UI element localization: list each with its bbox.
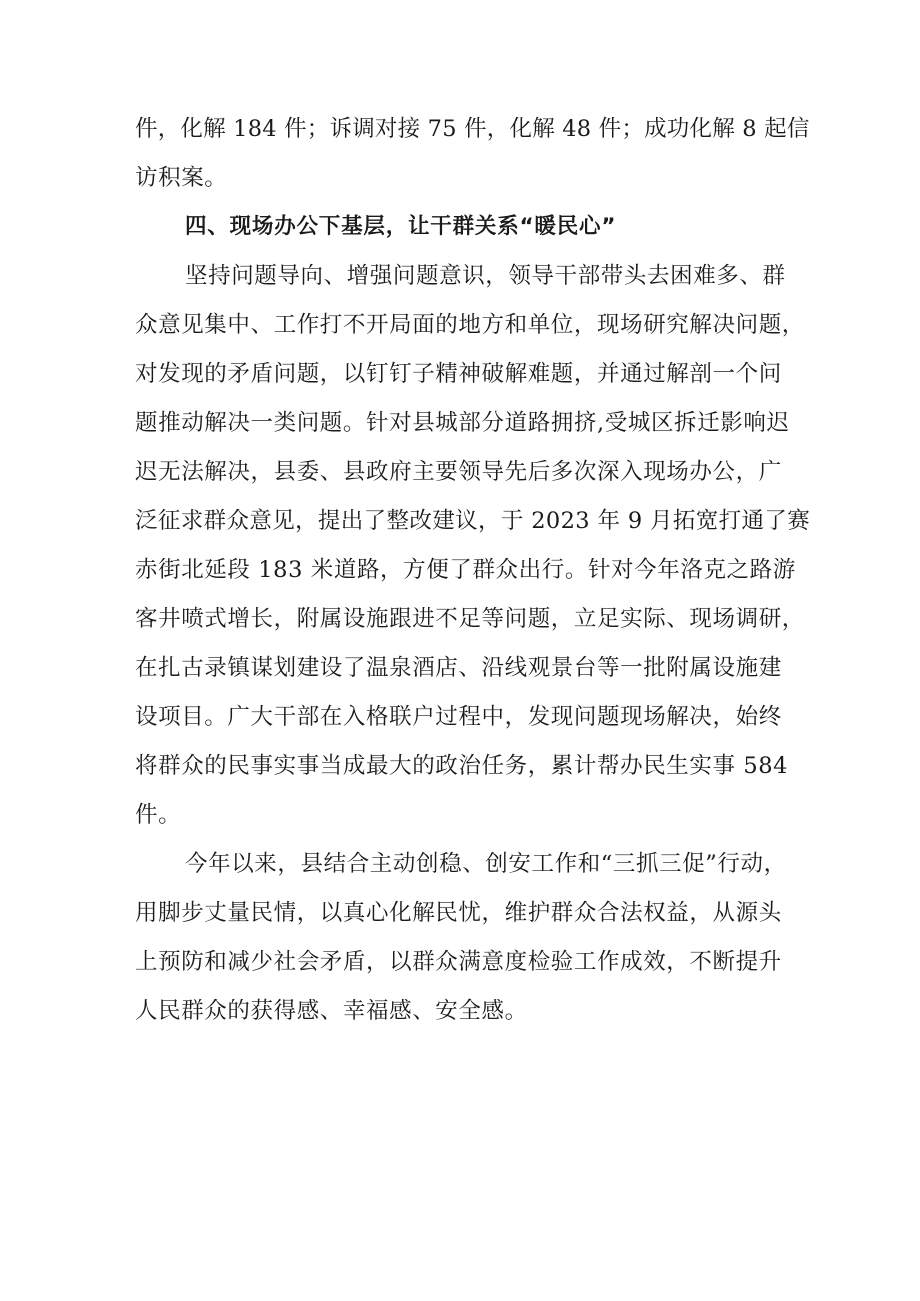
text-line: 今年以来，县结合主动创稳、创安工作和“三抓三促”行动，: [185, 851, 787, 877]
text-line: 赤街北延段 183 米道路，方便了群众出行。针对今年洛克之路游: [135, 557, 796, 583]
section-heading: 四、现场办公下基层，让干群关系“暖民心”: [185, 214, 617, 239]
text-line: 人民群众的获得感、幸福感、安全感。: [135, 998, 528, 1024]
text-line: 访积案。: [135, 165, 228, 191]
text-line: 设项目。广大干部在入格联户过程中，发现问题现场解决，始终: [135, 704, 782, 730]
text-line: 对发现的矛盾问题，以钉钉子精神破解难题，并通过解剖一个问: [135, 361, 782, 387]
text-line: 件。: [135, 802, 182, 828]
text-line: 泛征求群众意见，提出了整改建议，于 2023 年 9 月拓宽打通了赛: [135, 508, 811, 534]
text-line: 用脚步丈量民情，以真心化解民忧，维护群众合法权益，从源头: [135, 900, 782, 926]
text-line: 坚持问题导向、增强问题意识，领导干部带头去困难多、群: [185, 263, 786, 289]
text-line: 题推动解决一类问题。针对县城部分道路拥挤,受城区拆迁影响迟: [135, 410, 790, 436]
text-line: 迟无法解决，县委、县政府主要领导先后多次深入现场办公，广: [135, 459, 782, 485]
text-line: 将群众的民事实事当成最大的政治任务，累计帮办民生实事 584: [135, 753, 789, 779]
text-line: 客井喷式增长，附属设施跟进不足等问题，立足实际、现场调研，: [135, 606, 805, 632]
text-line: 件，化解 184 件；诉调对接 75 件，化解 48 件；成功化解 8 起信: [135, 116, 810, 142]
text-line: 众意见集中、工作打不开局面的地方和单位，现场研究解决问题，: [135, 312, 805, 338]
text-line: 上预防和减少社会矛盾，以群众满意度检验工作成效，不断提升: [135, 949, 782, 975]
text-line: 在扎古录镇谋划建设了温泉酒店、沿线观景台等一批附属设施建: [135, 655, 782, 681]
